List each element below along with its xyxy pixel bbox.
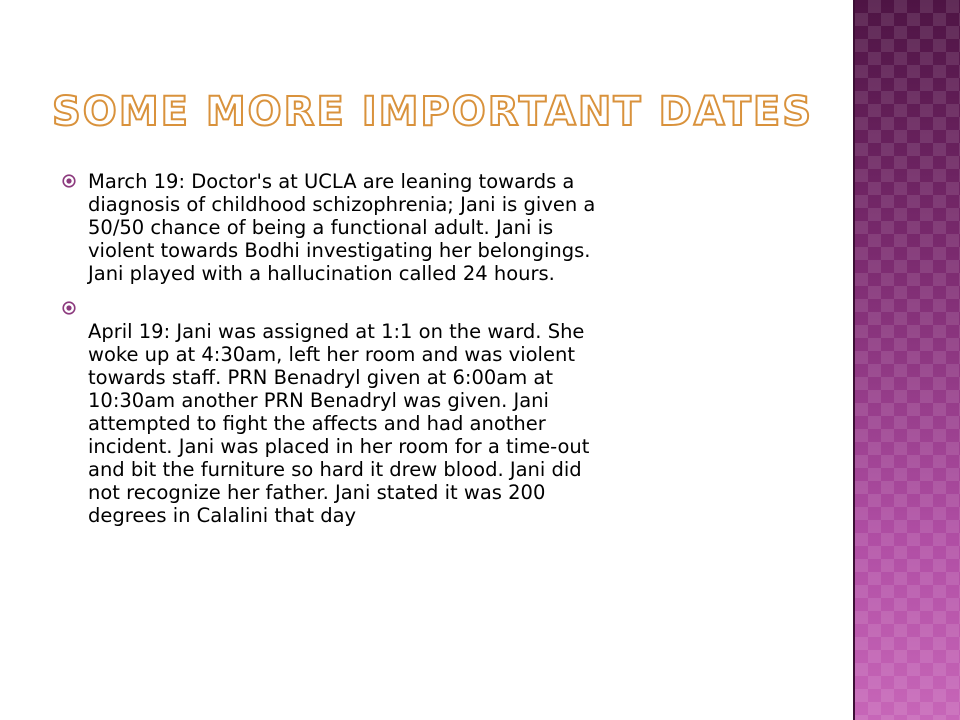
bullet-list: [62, 170, 842, 539]
bullet-text: April 19: Jani was assigned at 1:1 on the ward. She woke up at 4:30am, left her room and was violent towards staff. PRN Benadryl given at 6:00am at 10:30am another PRN Benadryl was given. Jani attempted to fight the affects and had another incident. Jani was placed in her room for a time-out and bit the furniture so hard it drew blood. Jani did not recognize her father. Jani stated it was 200 degrees in Calalini that day: [88, 320, 590, 527]
circled-dot-bullet-icon: [62, 174, 76, 188]
decorative-side-panel: [855, 0, 960, 720]
bullet-item: [62, 170, 842, 285]
bullet-item: [62, 297, 842, 527]
bullet-text: March 19: Doctor's at UCLA are leaning towards a diagnosis of childhood schizophrenia; Jani is given a 50/50 chance of being a functional adult. Jani is violent towards Bodhi investigating her belongings. Jani played with a hallucination called 24 hours.: [88, 170, 596, 285]
circled-dot-bullet-icon: [62, 301, 76, 315]
slide-title: SOME MORE IMPORTANT DATES: [52, 89, 814, 135]
